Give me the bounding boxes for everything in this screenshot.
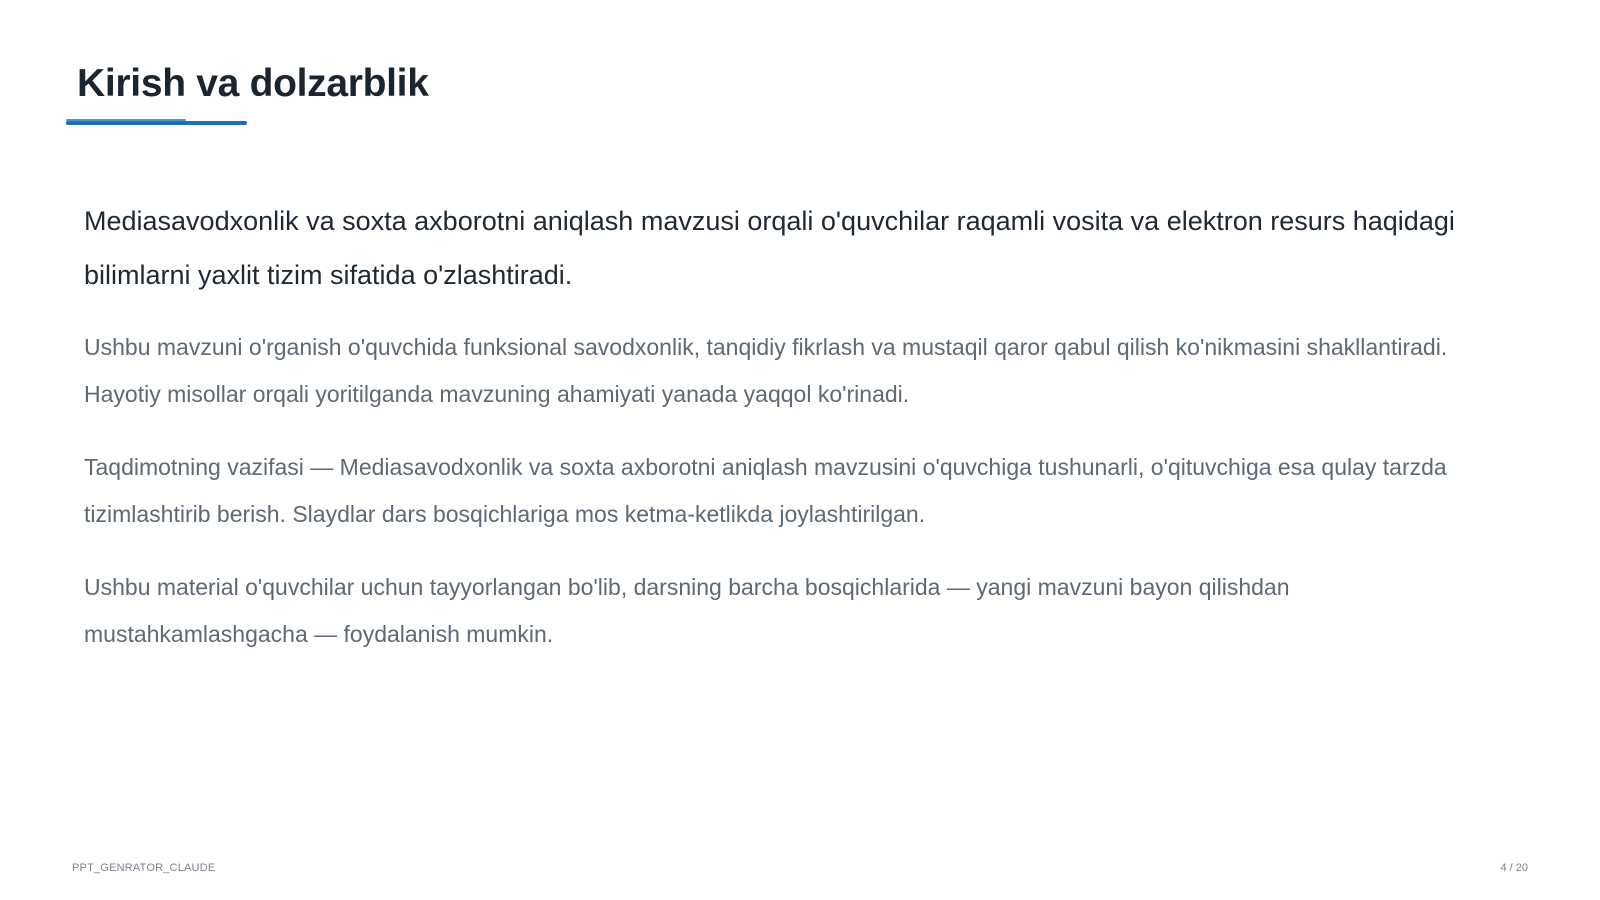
body-paragraph-1: Ushbu mavzuni o'rganish o'quvchida funksional savodxonlik, tanqidiy fikrlash va mustaqil qaror qabul qilish ko'nikmasini shakllantiradi. Hayotiy misollar orqali yoritilganda mavzuning ahamiyati yanada yaqqol ko'rinadi. [84, 334, 1448, 407]
body-paragraph-2: Taqdimotning vazifasi — Mediasavodxonlik va soxta axborotni aniqlash mavzusini o'quvchiga tushunarli, o'qituvchiga esa qulay tarzda tizimlashtirib berish. Slaydlar dars bosqichlariga mos ketma-ketlikda joylashtirilgan. [84, 454, 1447, 527]
slide-title: Kirish va dolzarblik [77, 62, 429, 105]
title-underline [66, 121, 247, 125]
slide-content [84, 194, 1504, 684]
title-underline-accent [66, 119, 186, 121]
body-paragraph-3: Ushbu material o'quvchilar uchun tayyorlangan bo'lib, darsning barcha bosqichlarida — yangi mavzuni bayon qilishdan mustahkamlashgacha — foydalanish mumkin. [84, 574, 1290, 647]
footer-source-label: PPT_GENRATOR_CLAUDE [72, 862, 216, 874]
page-number: 4 / 20 [1500, 862, 1528, 874]
lead-paragraph: Mediasavodxonlik va soxta axborotni aniqlash mavzusi orqali o'quvchilar raqamli vosita va elektron resurs haqidagi bilimlarni yaxlit tizim sifatida o'zlashtiradi. [84, 206, 1455, 290]
